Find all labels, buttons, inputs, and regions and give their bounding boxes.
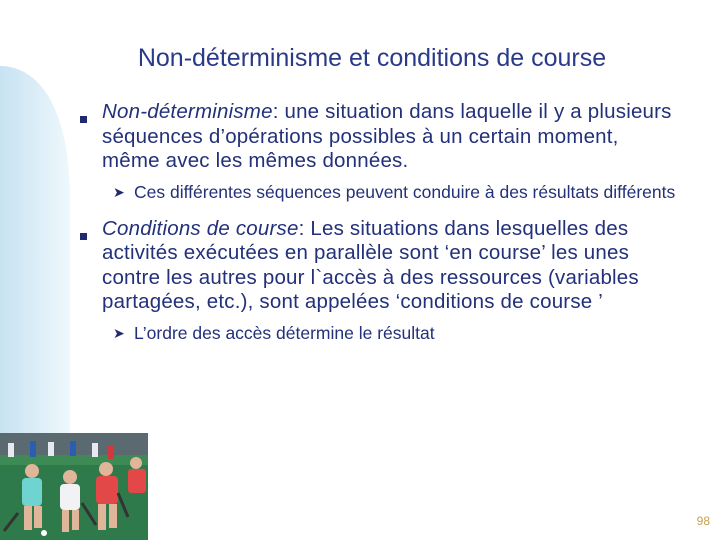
arrow-bullet-icon: ➤ bbox=[113, 324, 125, 341]
slide-content bbox=[80, 100, 680, 358]
arrow-bullet-icon: ➤ bbox=[113, 183, 125, 200]
bullet-item-conditions-de-course bbox=[80, 217, 680, 315]
bullet-text: : Les situations dans lesquelles des activités exécutées en parallèle sont ‘en course’ les unes contre les autres pour l`accès à des ressources (variables partagées, etc.), sont appelées ‘conditions de course ’ bbox=[102, 216, 639, 313]
sub-bullet-text: Ces différentes séquences peuvent conduire à des résultats différents bbox=[134, 181, 676, 202]
square-bullet-icon bbox=[80, 233, 87, 240]
slide-title: Non-déterminisme et conditions de course bbox=[137, 44, 607, 72]
bullet-item-non-determinisme bbox=[80, 100, 680, 174]
bullet-term: Non-déterminisme bbox=[102, 100, 273, 123]
page-number: 98 bbox=[696, 514, 710, 528]
square-bullet-icon bbox=[80, 116, 87, 123]
bullet-term: Conditions de course bbox=[102, 216, 299, 240]
sub-bullet-text: L’ordre des accès détermine le résultat bbox=[134, 322, 435, 343]
bullet-text: : une situation dans laquelle il y a plusieurs séquences d’opérations possibles à un certain moment, même avec les mêmes données. bbox=[102, 100, 672, 172]
sub-bullet-item bbox=[80, 182, 680, 203]
field-hockey-photo bbox=[0, 433, 148, 540]
sub-bullet-item bbox=[80, 323, 680, 344]
